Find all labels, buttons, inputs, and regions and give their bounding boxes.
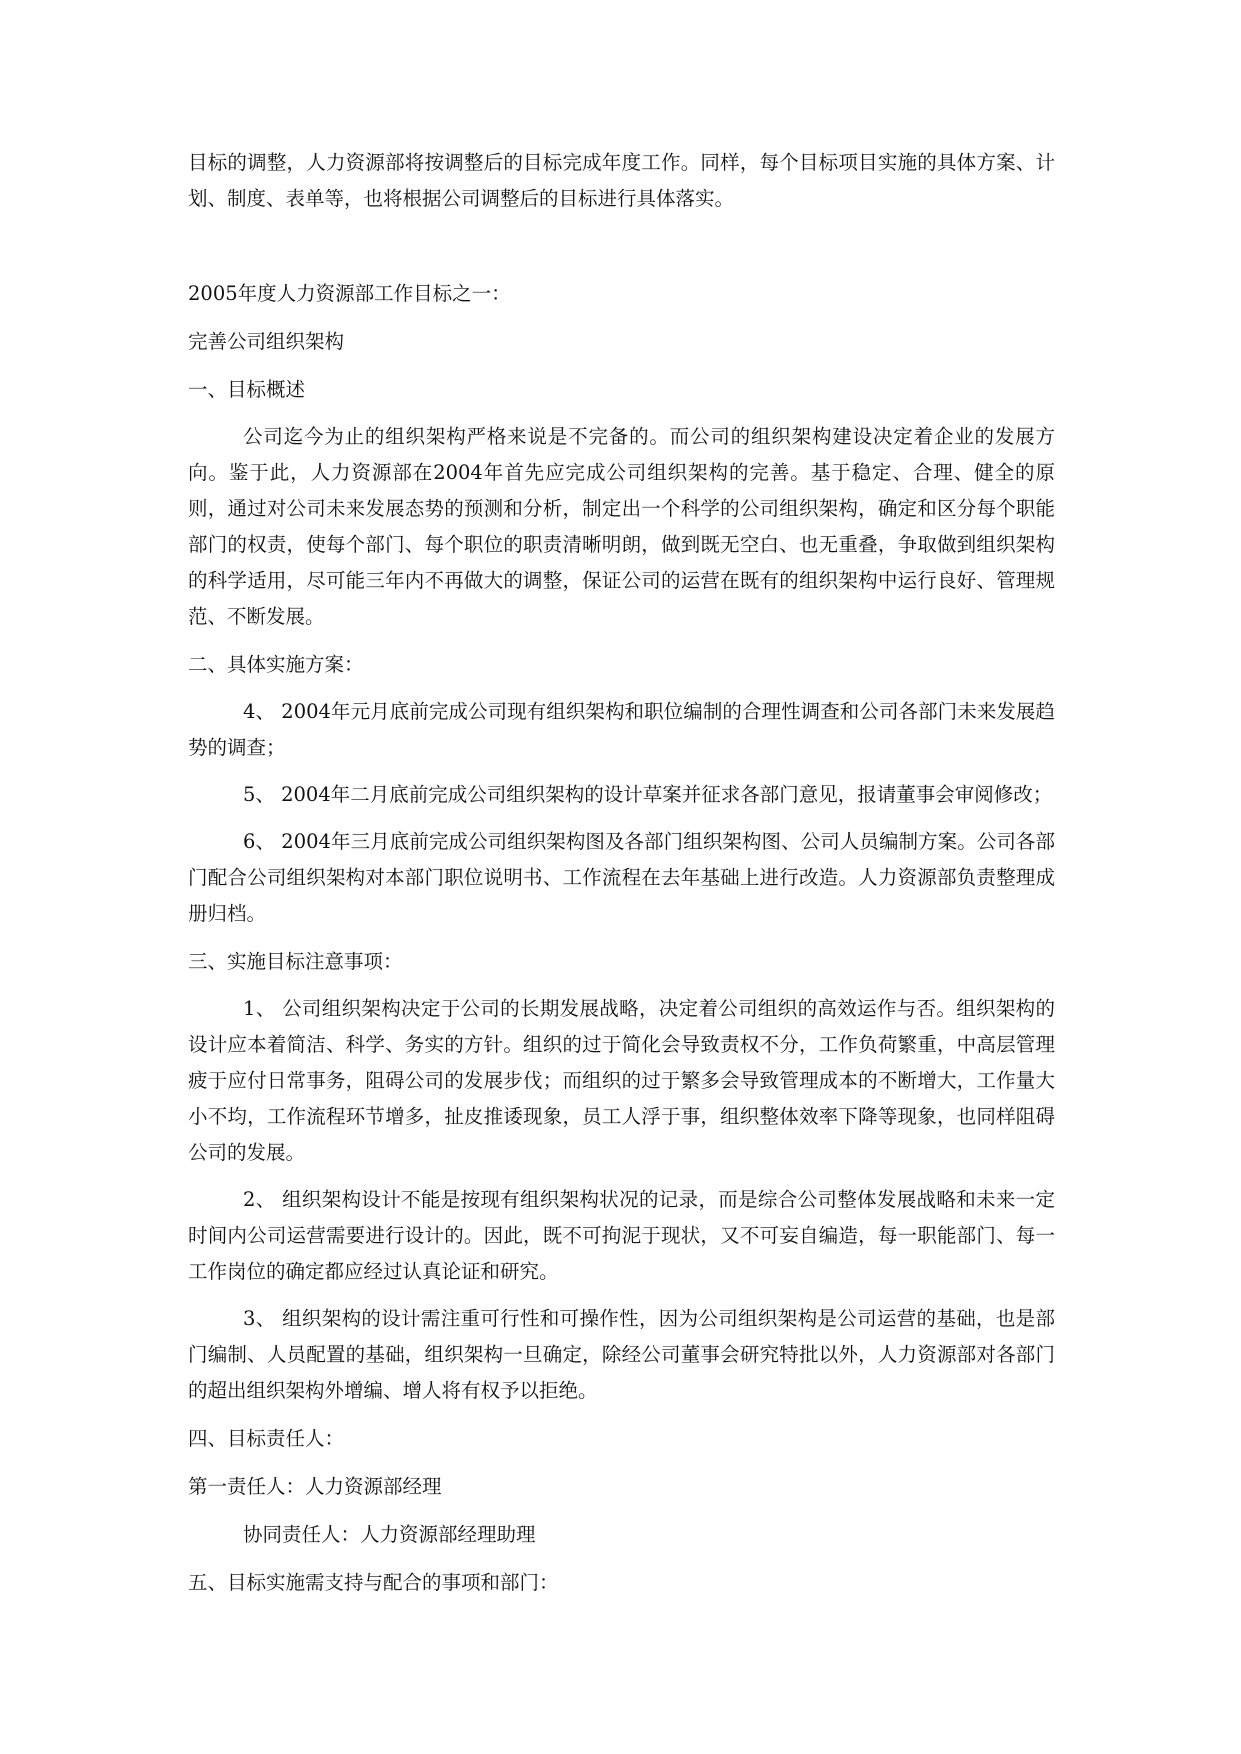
goal-title: 完善公司组织架构: [188, 330, 345, 353]
co-responsible: 协同责任人：人力资源部经理助理: [243, 1523, 536, 1546]
section-2-item: 4、 2004年元月底前完成公司现有组织架构和职位编制的合理性调查和公司各部门未来发展趋势的调查；: [188, 700, 1055, 759]
goal-heading: 2005年度人力资源部工作目标之一：: [188, 282, 511, 305]
section-3-heading: 三、实施目标注意事项：: [188, 950, 403, 973]
intro-paragraph: 目标的调整，人力资源部将按调整后的目标完成年度工作。同样，每个目标项目实施的具体方案、计划、制度、表单等，也将根据公司调整后的目标进行具体落实。: [188, 151, 1055, 210]
section-3-item: 3、 组织架构的设计需注重可行性和可操作性，因为公司组织架构是公司运营的基础，也是部门编制、人员配置的基础，组织架构一旦确定，除经公司董事会研究特批以外，人力资源部对各部门的超出组织架构外增编、增人将有权予以拒绝。: [188, 1307, 1055, 1402]
first-responsible: 第一责任人：人力资源部经理: [188, 1475, 442, 1498]
section-1-heading: 一、目标概述: [188, 378, 306, 401]
section-2-item: 5、 2004年二月底前完成公司组织架构的设计草案并征求各部门意见，报请董事会审阅修改；: [243, 783, 1053, 806]
section-1-body: 公司迄今为止的组织架构严格来说是不完备的。而公司的组织架构建设决定着企业的发展方向。鉴于此，人力资源部在2004年首先应完成公司组织架构的完善。基于稳定、合理、健全的原则，通过对公司未来发展态势的预测和分析，制定出一个科学的公司组织架构，确定和区分每个职能部门的权责，使每个部门、每个职位的职责清晰明朗，做到既无空白、也无重叠，争取做到组织架构的科学适用，尽可能三年内不再做大的调整，保证公司的运营在既有的组织架构中运行良好、管理规范、不断发展。: [188, 425, 1055, 628]
section-2-item: 6、 2004年三月底前完成公司组织架构图及各部门组织架构图、公司人员编制方案。公司各部门配合公司组织架构对本部门职位说明书、工作流程在去年基础上进行改造。人力资源部负责整理成册归档。: [188, 830, 1055, 925]
section-4-heading: 四、目标责任人：: [188, 1427, 345, 1450]
section-5-heading: 五、目标实施需支持与配合的事项和部门：: [188, 1571, 559, 1594]
section-2-heading: 二、具体实施方案：: [188, 653, 364, 676]
section-3-item: 2、 组织架构设计不能是按现有组织架构状况的记录，而是综合公司整体发展战略和未来一定时间内公司运营需要进行设计的。因此，既不可拘泥于现状，又不可妄自编造，每一职能部门、每一工作岗位的确定都应经过认真论证和研究。: [188, 1188, 1055, 1283]
section-3-item: 1、 公司组织架构决定于公司的长期发展战略，决定着公司组织的高效运作与否。组织架构的设计应本着简洁、科学、务实的方针。组织的过于简化会导致责权不分，工作负荷繁重，中高层管理疲于应付日常事务，阻碍公司的发展步伐；而组织的过于繁多会导致管理成本的不断增大，工作量大小不均，工作流程环节增多，扯皮推诿现象，员工人浮于事，组织整体效率下降等现象，也同样阻碍公司的发展。: [188, 997, 1055, 1164]
